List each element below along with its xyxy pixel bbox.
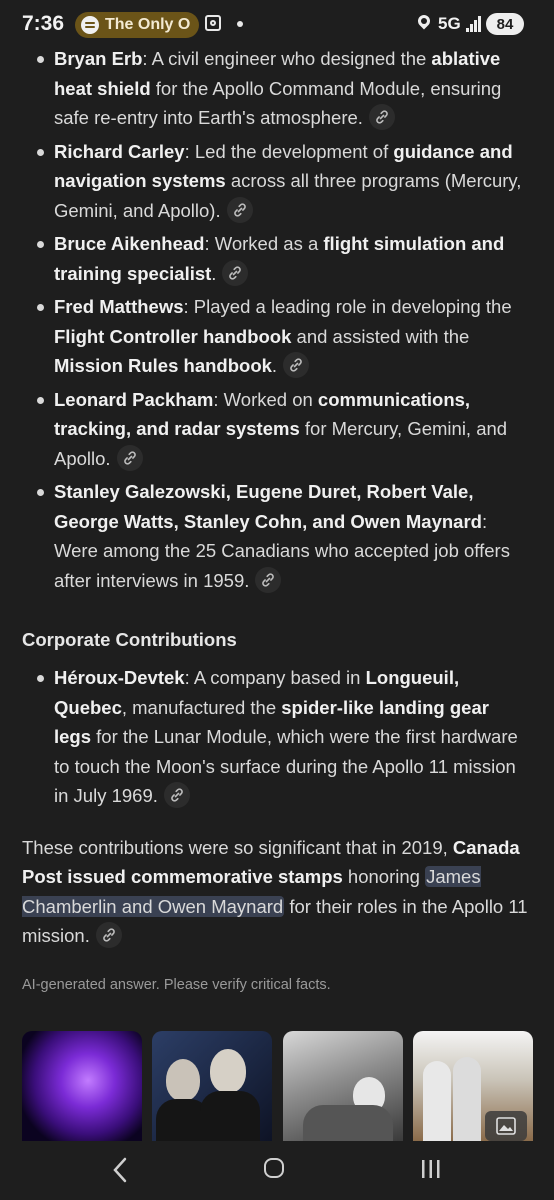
bold-text: Richard Carley	[54, 140, 185, 162]
link-icon[interactable]	[283, 352, 309, 378]
body-text: and assisted with the	[291, 325, 470, 347]
body-text: : A company based in	[184, 667, 366, 688]
screenshot-icon	[205, 15, 221, 31]
image-icon	[496, 1117, 516, 1135]
section-heading-corporate: Corporate Contributions	[22, 629, 237, 650]
body-text: for Mercury, Gemini, and Apollo.	[54, 418, 508, 469]
notification-dot-icon	[237, 21, 243, 27]
bold-text: Stanley Galezowski, Eugene Duret, Robert Vale, George Watts, Stanley Cohn, and Owen Maynard	[54, 481, 482, 532]
body-text: : Were among the 25 Canadians who accepted job offers after interviews in 1959.	[54, 510, 510, 591]
body-text: These contributions were so significant that in 2019,	[22, 836, 453, 858]
highlighted-text: James Chamberlin and Owen Maynard	[22, 866, 481, 917]
image-thumbnail-sun[interactable]	[22, 1031, 142, 1141]
location-icon	[416, 13, 433, 30]
list-item	[0, 385, 554, 474]
battery-indicator: 84	[486, 13, 524, 35]
bold-text: Mission Rules handbook	[54, 355, 272, 376]
bold-text: ablative heat shield	[54, 48, 501, 99]
media-title: The Only O	[105, 16, 191, 33]
link-icon[interactable]	[255, 567, 281, 593]
home-icon[interactable]	[264, 1158, 284, 1178]
link-icon[interactable]	[227, 197, 253, 223]
image-results-strip[interactable]	[22, 1031, 554, 1141]
body-text: : Played a leading role in developing the	[183, 296, 512, 317]
bold-text: Bruce Aikenhead	[54, 233, 205, 254]
spotify-icon	[81, 16, 99, 34]
list-item	[0, 137, 554, 226]
bold-text: communications, tracking, and radar systems	[54, 388, 471, 439]
body-text: for the Lunar Module, which were the first hardware to touch the Moon's surface during the Apollo 11 mission in July 1969.	[54, 726, 518, 806]
bold-text: Flight Controller handbook	[54, 325, 292, 347]
bold-text: spider-like landing gear legs	[54, 696, 489, 747]
answer-content	[0, 44, 554, 993]
body-text: for the Apollo Command Module, ensuring safe re-entry into Earth's atmosphere.	[54, 77, 502, 128]
link-icon[interactable]	[369, 104, 395, 130]
bold-text: Canada Post issued commemorative stamps	[22, 836, 520, 887]
list-item	[0, 663, 554, 811]
network-type: 5G	[438, 14, 461, 33]
bold-text: Fred Matthews	[54, 296, 184, 317]
link-icon[interactable]	[117, 445, 143, 471]
link-icon[interactable]	[96, 922, 122, 948]
bold-text: Longueuil, Quebec	[54, 667, 460, 718]
body-text: : Led the development of	[184, 140, 394, 162]
body-text: across all three programs (Mercury, Gemini, and Apollo).	[54, 170, 522, 221]
media-playing-chip[interactable]	[75, 12, 199, 38]
body-text: : Worked as a	[204, 233, 324, 254]
corporate-list	[0, 663, 554, 811]
bold-text: Héroux-Devtek	[54, 667, 185, 688]
recents-icon[interactable]	[420, 1158, 442, 1180]
status-time: 7:36	[22, 12, 65, 35]
list-item	[0, 292, 554, 381]
bold-text: flight simulation and training specialist	[54, 233, 505, 284]
list-item	[0, 229, 554, 288]
summary-paragraph	[0, 833, 554, 951]
people-list	[0, 44, 554, 595]
body-text: .	[271, 355, 278, 376]
bold-text: guidance and navigation systems	[54, 140, 513, 191]
system-navigation-bar	[0, 1141, 554, 1200]
body-text: : A civil engineer who designed the	[142, 48, 432, 69]
body-text: for their roles in the Apollo 11 mission.	[22, 895, 528, 946]
link-icon[interactable]	[164, 782, 190, 808]
image-thumbnail-portraits[interactable]	[152, 1031, 272, 1141]
link-icon[interactable]	[222, 260, 248, 286]
body-text: .	[211, 262, 217, 284]
signal-icon	[466, 16, 482, 32]
bold-text: Bryan Erb	[54, 48, 143, 69]
image-thumbnail-crew[interactable]	[413, 1031, 533, 1141]
body-text: honoring	[342, 866, 426, 887]
image-gallery-button[interactable]	[485, 1111, 527, 1141]
ai-disclaimer: AI-generated answer. Please verify critical facts.	[22, 976, 331, 993]
list-item	[0, 44, 554, 133]
chevron-left-icon[interactable]	[112, 1157, 128, 1183]
body-text: : Worked on	[213, 388, 318, 410]
list-item	[0, 477, 554, 595]
body-text: , manufactured the	[121, 696, 282, 718]
image-thumbnail-astronaut[interactable]	[283, 1031, 403, 1141]
bold-text: Leonard Packham	[54, 388, 214, 410]
